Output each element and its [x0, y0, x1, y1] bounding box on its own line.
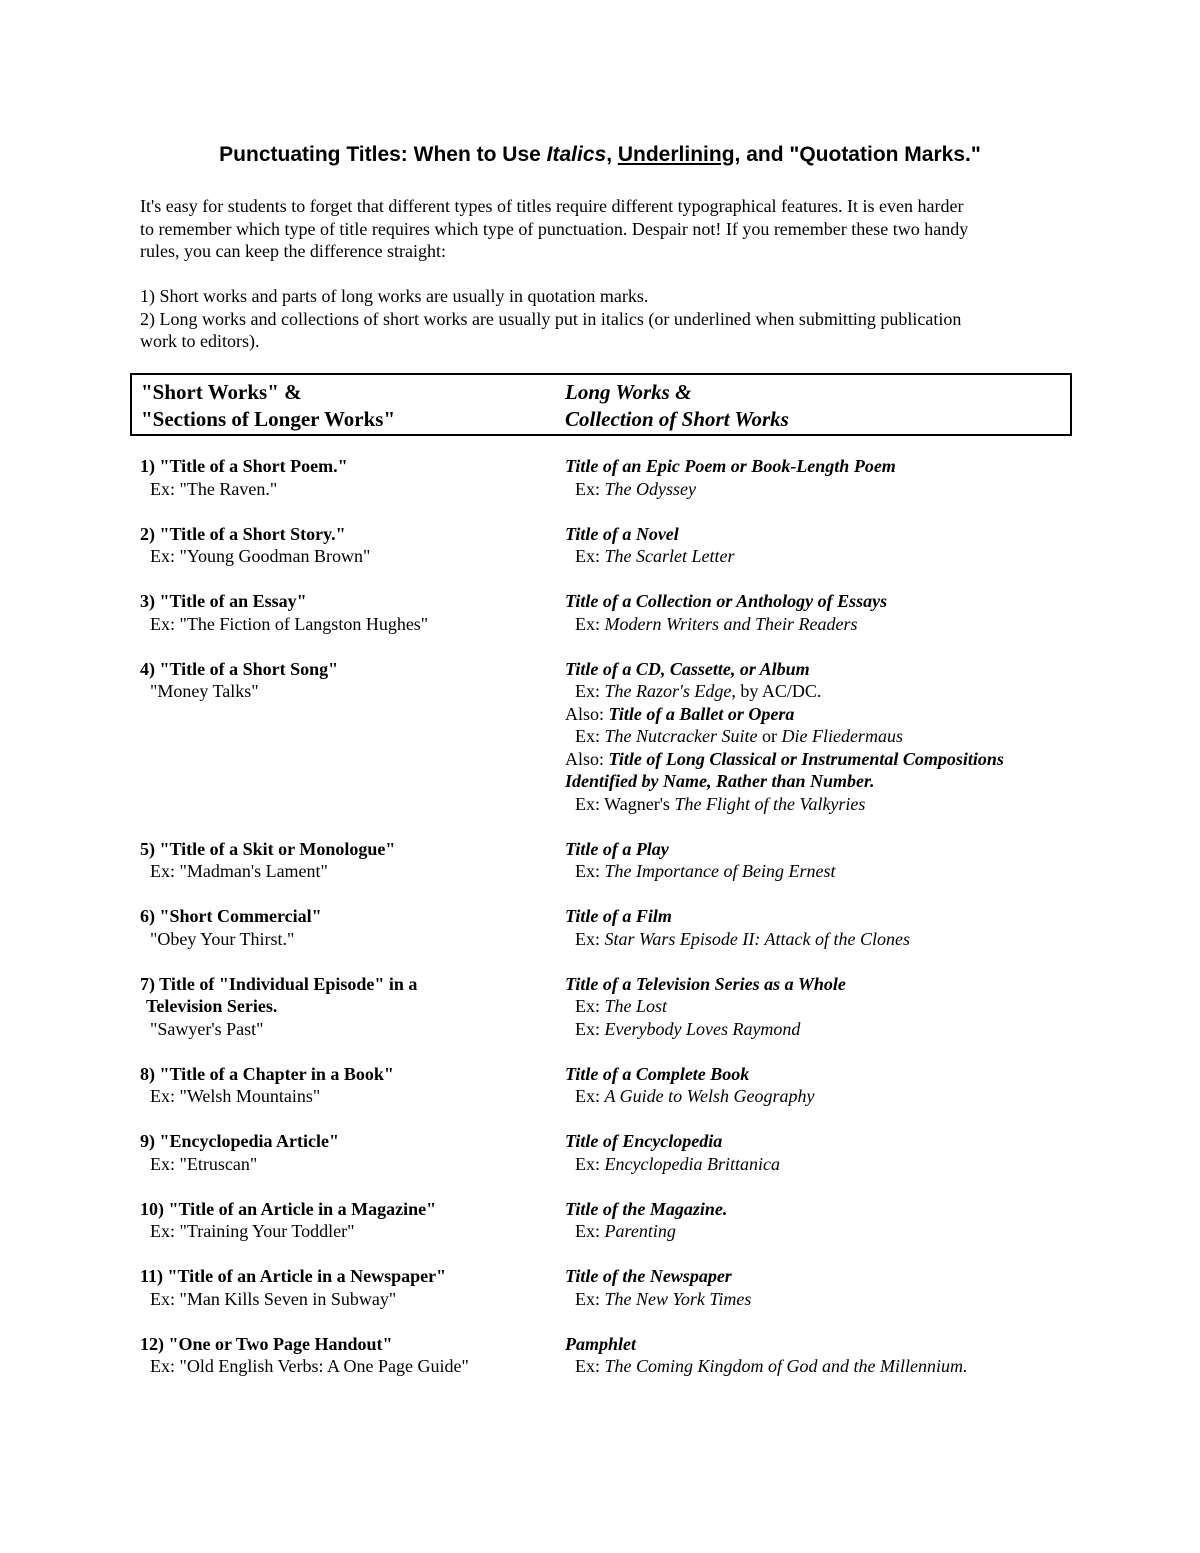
table-row	[140, 590, 1060, 635]
table-row	[140, 1198, 1060, 1243]
table-row	[140, 1333, 1060, 1378]
long-work-heading: Title of a Television Series as a Whole	[565, 973, 846, 994]
short-works-cell	[140, 455, 565, 500]
long-works-cell	[565, 1130, 1060, 1175]
header-short-works	[141, 379, 395, 433]
short-work-example: "Obey Your Thirst."	[150, 928, 295, 949]
short-work-heading: 8) "Title of a Chapter in a Book"	[140, 1063, 394, 1084]
intro-line: It's easy for students to forget that different types of titles require different typographical features. It is even harder	[140, 196, 964, 216]
long-work-heading: Title of a CD, Cassette, or Album	[565, 658, 810, 679]
short-work-example: Ex: "The Fiction of Langston Hughes"	[150, 613, 429, 634]
long-work-heading: Title of a Film	[565, 906, 672, 926]
table-row	[140, 1265, 1060, 1310]
long-works-cell	[565, 523, 1060, 568]
title-italics-word: Italics	[546, 143, 607, 166]
short-work-example: Ex: "Madman's Lament"	[150, 861, 328, 881]
long-work-heading: Pamphlet	[565, 1333, 636, 1354]
title-text: Punctuating Titles: When to Use	[219, 143, 547, 166]
table-row	[140, 658, 1060, 816]
short-works-cell	[140, 523, 565, 568]
short-work-heading: 10) "Title of an Article in a Magazine"	[140, 1198, 437, 1219]
short-work-example: Ex: "Etruscan"	[150, 1153, 258, 1174]
header-line: Collection of Short Works	[565, 407, 789, 431]
title-text: ,	[606, 143, 618, 166]
title-rules-table	[140, 455, 1060, 1400]
short-work-example: Ex: "Old English Verbs: A One Page Guide"	[150, 1356, 469, 1376]
long-work-heading: Identified by Name, Rather than Number.	[565, 771, 875, 791]
long-work-example: Ex: The Lost	[575, 996, 668, 1016]
header-line: "Sections of Longer Works"	[141, 407, 396, 431]
short-works-cell	[140, 1265, 565, 1310]
short-works-cell	[140, 1198, 565, 1243]
short-work-heading: 12) "One or Two Page Handout"	[140, 1333, 393, 1354]
short-work-heading: 4) "Title of a Short Song"	[140, 658, 339, 679]
short-work-example: Ex: "Welsh Mountains"	[150, 1086, 321, 1106]
long-works-cell	[565, 838, 1060, 883]
rule-line: 1) Short works and parts of long works are usually in quotation marks.	[140, 286, 649, 306]
long-work-heading: Title of a Collection or Anthology of Essays	[565, 591, 888, 611]
header-line: "Short Works" &	[141, 380, 302, 404]
short-work-example: "Money Talks"	[150, 681, 259, 701]
long-works-cell	[565, 455, 1060, 500]
long-work-heading: Title of Encyclopedia	[565, 1131, 723, 1151]
table-row	[140, 455, 1060, 500]
header-long-works	[565, 379, 789, 433]
short-works-cell	[140, 1063, 565, 1108]
intro-line: rules, you can keep the difference straight:	[140, 241, 447, 261]
short-work-example: Ex: "The Raven."	[150, 478, 278, 499]
long-work-example: Ex: The Importance of Being Ernest	[575, 861, 836, 881]
table-row	[140, 838, 1060, 883]
long-works-cell	[565, 973, 1060, 1041]
long-work-heading: Title of a Complete Book	[565, 1063, 750, 1084]
long-works-cell	[565, 1265, 1060, 1310]
short-work-heading: 5) "Title of a Skit or Monologue"	[140, 838, 396, 859]
long-works-cell	[565, 590, 1060, 635]
table-header	[130, 373, 1072, 436]
short-work-heading: Television Series.	[146, 996, 278, 1016]
long-work-example: Ex: The Razor's Edge, by AC/DC.	[575, 681, 822, 701]
short-work-heading: 7) Title of "Individual Episode" in a	[140, 973, 418, 994]
long-work-heading: Title of a Play	[565, 838, 669, 859]
long-works-cell	[565, 905, 1060, 950]
short-works-cell	[140, 1130, 565, 1175]
long-work-example: Ex: The Coming Kingdom of God and the Millennium.	[575, 1356, 968, 1376]
header-line: Long Works &	[565, 380, 692, 404]
long-work-example: Ex: Everybody Loves Raymond	[575, 1018, 801, 1039]
long-works-cell	[565, 1333, 1060, 1378]
long-work-example: Ex: Encyclopedia Brittanica	[575, 1153, 780, 1174]
long-work-example: Ex: The Nutcracker Suite or Die Fliedermaus	[575, 726, 903, 746]
short-work-heading: 2) "Title of a Short Story."	[140, 523, 346, 544]
short-work-example: "Sawyer's Past"	[150, 1018, 264, 1039]
short-work-heading: 3) "Title of an Essay"	[140, 591, 307, 611]
rule-line: work to editors).	[140, 331, 260, 351]
long-work-example: Ex: The Odyssey	[575, 478, 696, 499]
short-works-cell	[140, 590, 565, 635]
table-row	[140, 905, 1060, 950]
short-work-example: Ex: "Training Your Toddler"	[150, 1221, 355, 1241]
short-work-heading: 11) "Title of an Article in a Newspaper"	[140, 1266, 447, 1286]
short-works-cell	[140, 838, 565, 883]
short-works-cell	[140, 1333, 565, 1378]
table-row	[140, 523, 1060, 568]
long-work-heading: Title of a Novel	[565, 523, 679, 544]
long-work-example: Ex: Star Wars Episode II: Attack of the Clones	[575, 928, 910, 949]
intro-line: to remember which type of title requires which type of punctuation. Despair not! If you remember these two handy	[140, 218, 969, 239]
intro-section	[140, 195, 1060, 353]
long-works-cell	[565, 1063, 1060, 1108]
long-work-example: Ex: Wagner's The Flight of the Valkyries	[575, 793, 866, 814]
long-work-example: Ex: The Scarlet Letter	[575, 546, 735, 566]
long-work-heading: Title of an Epic Poem or Book-Length Poem	[565, 456, 896, 476]
also-classical-compositions: Also: Title of Long Classical or Instrumental Compositions	[565, 748, 1004, 769]
also-ballet-opera: Also: Title of a Ballet or Opera	[565, 703, 795, 724]
table-row	[140, 973, 1060, 1041]
long-work-example: Ex: Parenting	[575, 1221, 676, 1241]
long-work-example: Ex: The New York Times	[575, 1288, 752, 1309]
long-work-heading: Title of the Newspaper	[565, 1266, 732, 1286]
short-work-example: Ex: "Young Goodman Brown"	[150, 546, 371, 566]
table-row	[140, 1130, 1060, 1175]
title-text: , and "Quotation Marks."	[734, 143, 981, 166]
long-work-heading: Title of the Magazine.	[565, 1198, 728, 1219]
page-title	[0, 143, 1200, 167]
short-works-cell	[140, 973, 565, 1041]
long-work-example: Ex: A Guide to Welsh Geography	[575, 1086, 815, 1106]
table-row	[140, 1063, 1060, 1108]
long-works-cell	[565, 658, 1060, 816]
title-underlining-word: Underlining	[617, 143, 735, 166]
short-work-heading: 1) "Title of a Short Poem."	[140, 456, 348, 476]
rule-line: 2) Long works and collections of short works are usually put in italics (or underlined when submitting publication	[140, 308, 962, 329]
long-work-example: Ex: Modern Writers and Their Readers	[575, 613, 858, 634]
short-work-example: Ex: "Man Kills Seven in Subway"	[150, 1288, 397, 1309]
short-work-heading: 6) "Short Commercial"	[140, 906, 322, 926]
long-works-cell	[565, 1198, 1060, 1243]
short-works-cell	[140, 905, 565, 950]
short-work-heading: 9) "Encyclopedia Article"	[140, 1131, 339, 1151]
short-works-cell	[140, 658, 565, 816]
